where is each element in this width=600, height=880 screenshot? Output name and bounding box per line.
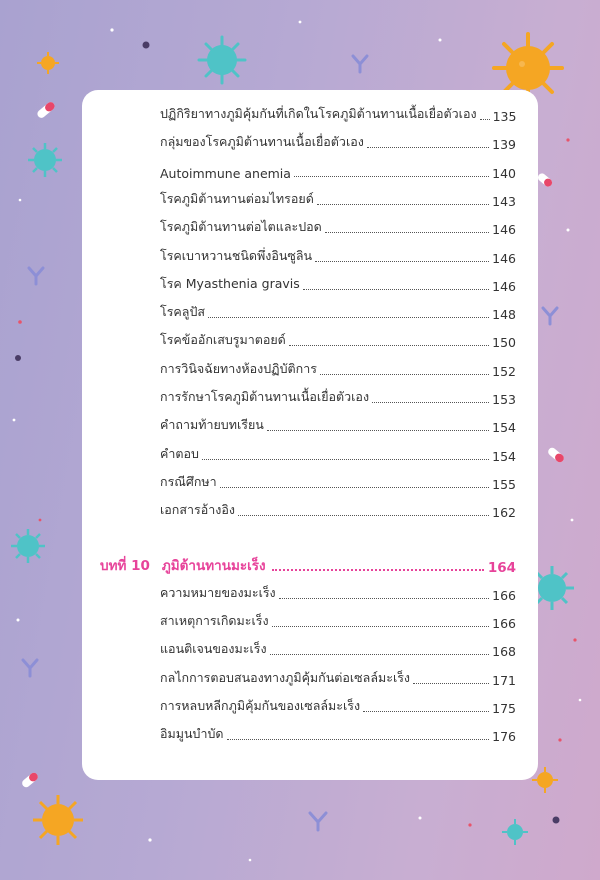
pill-icon <box>36 101 56 120</box>
dot-leader <box>363 711 489 712</box>
virus-icon <box>33 795 83 845</box>
dot-leader <box>317 204 489 205</box>
toc-entry-page: 176 <box>492 729 516 744</box>
toc-entry-title: ความหมายของมะเร็ง <box>160 585 276 600</box>
dot-leader <box>202 459 489 460</box>
virus-icon <box>28 143 62 177</box>
toc-entry-title: Autoimmune anemia <box>160 165 291 181</box>
dot-leader <box>267 430 489 431</box>
dot-leader <box>270 654 490 655</box>
toc-entry-page: 166 <box>492 616 516 632</box>
toc-entry-page: 146 <box>492 278 516 294</box>
toc-entry[interactable] <box>160 413 516 435</box>
chapter-page: 164 <box>487 560 516 576</box>
dot-leader <box>367 147 489 148</box>
toc-entry[interactable] <box>160 328 516 350</box>
antibody-icon <box>353 56 367 72</box>
toc-entry[interactable] <box>160 666 516 688</box>
pill-icon <box>21 771 40 789</box>
toc-entry[interactable] <box>160 357 516 379</box>
toc-entry-page: 140 <box>492 165 516 181</box>
toc-entry[interactable] <box>160 609 516 631</box>
toc-entry-title: โรคภูมิต้านทานต่อไตและปอด <box>160 219 322 235</box>
toc-entry-page: 168 <box>492 644 516 660</box>
dot-leader <box>320 374 489 375</box>
toc-entry-title: อิมมูนบำบัด <box>160 726 224 741</box>
dot-leader <box>480 119 490 120</box>
toc-entry-page: 175 <box>492 700 516 716</box>
toc-entry-title: คำถามท้ายบทเรียน <box>160 417 264 433</box>
toc-entry[interactable] <box>160 498 516 520</box>
virus-icon <box>199 37 245 83</box>
dot-leader <box>279 598 489 599</box>
toc-card <box>82 90 538 780</box>
toc-entry-page: 150 <box>492 335 516 351</box>
virus-icon <box>11 529 45 563</box>
toc-entry-page: 135 <box>492 109 517 124</box>
antibody-icon <box>23 660 37 676</box>
toc-entry-page: 155 <box>492 476 516 492</box>
toc-entry-title: โรคลูปัส <box>160 304 206 320</box>
toc-entry-title: โรค Myasthenia gravis <box>160 275 300 291</box>
toc-entry[interactable] <box>160 722 516 744</box>
toc-entry-title: สาเหตุการเกิดมะเร็ง <box>160 613 269 629</box>
dot-leader <box>238 515 489 516</box>
toc-entry-title: เอกสารอ้างอิง <box>160 502 235 518</box>
dot-leader <box>413 683 489 684</box>
toc-entry[interactable] <box>160 272 516 294</box>
toc-entry[interactable] <box>160 159 516 181</box>
toc-entry[interactable] <box>160 130 516 152</box>
toc-entry-page: 154 <box>492 448 516 464</box>
pill-icon <box>547 446 566 464</box>
virus-icon <box>502 819 528 845</box>
dot-leader <box>315 261 489 262</box>
table-of-contents <box>82 90 538 780</box>
dot-leader <box>294 176 489 177</box>
toc-entry[interactable] <box>160 694 516 716</box>
dot-leader <box>372 402 489 403</box>
toc-entry[interactable] <box>160 187 516 209</box>
toc-entry[interactable] <box>160 470 516 492</box>
toc-entry-page: 153 <box>492 392 516 407</box>
antibody-icon <box>310 813 326 830</box>
toc-entry-page: 146 <box>492 222 516 238</box>
toc-entry[interactable] <box>160 581 516 603</box>
toc-entry-title: กลุ่มของโรคภูมิต้านทานเนื้อเยื่อตัวเอง <box>160 134 364 150</box>
toc-entry[interactable] <box>160 215 516 237</box>
dot-leader <box>325 232 489 233</box>
dot-leader <box>303 289 489 290</box>
toc-entry-page: 148 <box>492 307 516 323</box>
toc-entry-title: กรณีศึกษา <box>160 473 217 489</box>
toc-entry-title: แอนติเจนของมะเร็ง <box>160 641 267 657</box>
toc-entry-title: โรคภูมิต้านทานต่อมไทรอยด์ <box>160 190 314 206</box>
toc-entry-title: โรคเบาหวานชนิดพึ่งอินซูลิน <box>160 247 313 263</box>
toc-entry-title: การหลบหลีกภูมิคุ้มกันของเซลล์มะเร็ง <box>160 697 361 713</box>
toc-entry-page: 146 <box>492 250 516 266</box>
antibody-icon <box>543 308 557 324</box>
toc-entry-title: การรักษาโรคภูมิต้านทานเนื้อเยื่อตัวเอง <box>160 389 370 404</box>
dot-leader <box>227 739 490 740</box>
toc-entry-title: คำตอบ <box>160 445 199 461</box>
toc-entry-title: กลไกการตอบสนองทางภูมิคุ้มกันต่อเซลล์มะเร็ง <box>160 669 411 685</box>
dot-leader <box>289 345 489 346</box>
toc-entry-page: 171 <box>492 672 516 688</box>
toc-entry-title: โรคข้ออักเสบรูมาตอยด์ <box>160 332 286 348</box>
pill-icon <box>536 172 553 188</box>
toc-entry-page: 152 <box>492 363 516 379</box>
chapter-heading[interactable] <box>100 552 516 576</box>
toc-entry[interactable] <box>160 385 516 407</box>
toc-entry-title: ปฏิกิริยาทางภูมิคุ้มกันที่เกิดในโรคภูมิต้านทานเนื้อเยื่อตัวเอง <box>160 106 477 121</box>
antibody-icon <box>29 268 43 284</box>
dot-leader <box>272 626 490 627</box>
toc-entry-page: 162 <box>492 505 516 521</box>
toc-entry[interactable] <box>160 300 516 322</box>
toc-entry[interactable] <box>160 442 516 464</box>
toc-entry[interactable] <box>160 637 516 659</box>
dot-leader <box>208 317 489 318</box>
dot-leader <box>272 569 484 571</box>
toc-entry-page: 154 <box>492 420 516 436</box>
chapter-title: ภูมิต้านทานมะเร็ง <box>161 558 266 574</box>
toc-entry-page: 143 <box>492 193 516 209</box>
toc-entry-title: การวินิจฉัยทางห้องปฏิบัติการ <box>160 360 317 376</box>
toc-entry[interactable] <box>160 244 516 266</box>
dot-leader <box>220 487 490 488</box>
virus-icon <box>37 52 59 74</box>
chapter-number: บทที่ 10 <box>100 558 150 574</box>
toc-entry[interactable] <box>160 102 516 124</box>
toc-entry-page: 139 <box>492 137 516 153</box>
toc-entry-page: 166 <box>492 588 516 603</box>
